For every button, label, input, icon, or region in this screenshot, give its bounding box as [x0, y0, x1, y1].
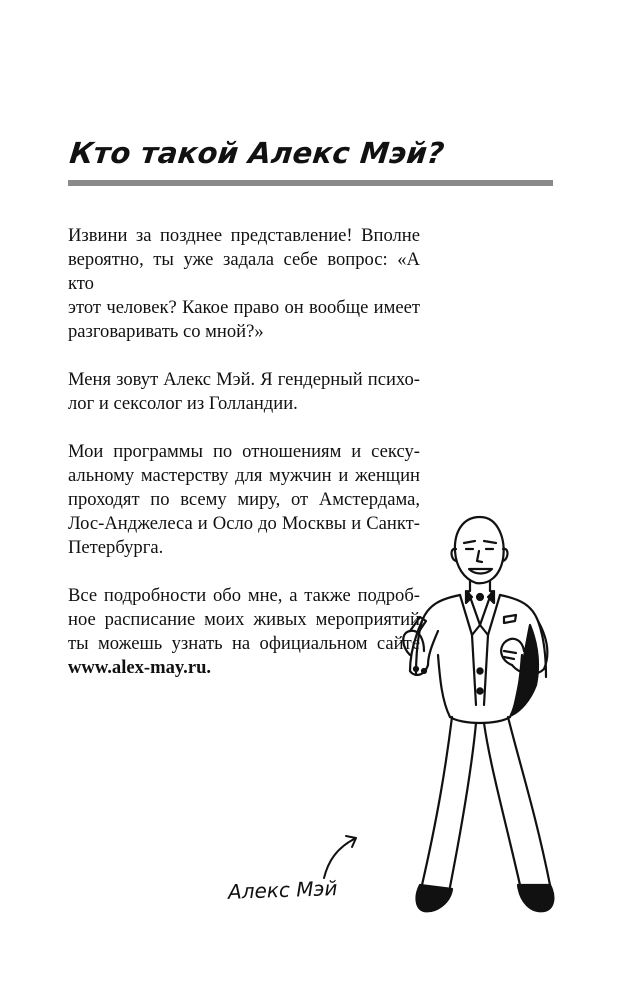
- text-line: этот человек? Какое право он вообще имеет: [68, 297, 420, 318]
- curved-arrow-icon: [318, 828, 368, 883]
- text-line: Мои программы по отношениям и сексу-: [68, 441, 420, 462]
- text-line: Извини за позднее представление! Вполне: [68, 225, 420, 246]
- text-line: вероятно, ты уже задала себе вопрос: «А кто: [68, 249, 420, 294]
- text-line: Все подробности обо мне, а также подроб-: [68, 585, 420, 606]
- text-line: Меня зовут Алекс Мэй. Я гендерный психо-: [68, 369, 420, 390]
- illustration-caption: Алекс Мэй: [227, 876, 338, 904]
- website-link[interactable]: www.alex-may.ru.: [68, 657, 212, 678]
- paragraph-name: [68, 368, 420, 416]
- text-line: проходят по всему миру, от Амстердама,: [68, 489, 420, 510]
- text-line: лог и сексолог из Голландии.: [68, 393, 298, 414]
- text-line: разговаривать со мной?»: [68, 321, 264, 342]
- body-text: [68, 224, 420, 704]
- paragraph-programs: [68, 440, 420, 560]
- paragraph-introduction: [68, 224, 420, 344]
- text-line: Петербурга.: [68, 537, 164, 558]
- paragraph-website: [68, 584, 420, 680]
- text-line: Лос-Анджелеса и Осло до Москвы и Санкт-: [68, 513, 420, 534]
- heading-divider: [68, 180, 553, 186]
- text-line: альному мастерству для мужчин и женщин: [68, 465, 420, 486]
- chapter-heading: Кто такой Алекс Мэй?: [68, 136, 447, 170]
- text-line: ты можешь узнать на официальном сайте: [68, 633, 420, 654]
- text-line: ное расписание моих живых мероприятий: [68, 609, 420, 630]
- man-in-suit-pointing-illustration: [380, 505, 580, 925]
